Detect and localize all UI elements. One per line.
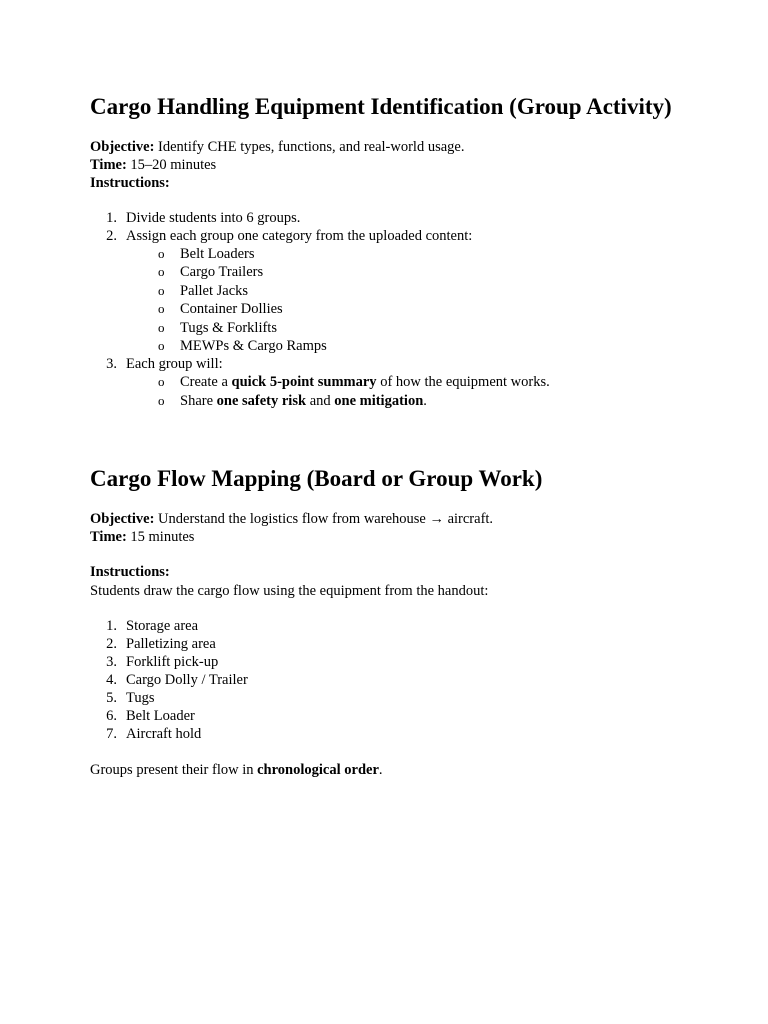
category-text: Belt Loaders <box>180 246 255 262</box>
list-number: 7. <box>106 726 117 742</box>
list-number: 2. <box>106 228 117 244</box>
sub-list-item <box>158 319 277 337</box>
task-text: and <box>306 393 335 409</box>
category-text: Container Dollies <box>180 301 283 317</box>
list-item <box>90 653 218 671</box>
list-text: Divide students into 6 groups. <box>126 210 301 226</box>
list-item <box>90 689 155 707</box>
task-text: . <box>423 393 427 409</box>
list-number: 1. <box>106 618 117 634</box>
section2-instructions-text: Students draw the cargo flow using the equipment from the handout: <box>90 583 489 599</box>
list-item <box>90 227 472 245</box>
section1-instructions-label <box>90 174 170 192</box>
section2-time <box>90 528 194 546</box>
list-text: Tugs <box>126 690 155 706</box>
bullet-marker: o <box>158 374 165 389</box>
objective-text: Identify CHE types, functions, and real-world usage. <box>154 139 465 155</box>
sub-list-item <box>158 263 263 281</box>
section1-objective <box>90 138 464 156</box>
task-emphasis: quick 5-point summary <box>231 374 377 390</box>
list-number: 5. <box>106 690 117 706</box>
bullet-marker: o <box>158 301 165 316</box>
bullet-marker: o <box>158 246 165 261</box>
sub-list-item <box>158 300 283 318</box>
objective-label: Objective: <box>90 511 155 527</box>
time-text: 15 minutes <box>126 529 195 545</box>
section2-instructions-label <box>90 563 170 581</box>
list-number: 2. <box>106 636 117 652</box>
list-item <box>90 671 248 689</box>
list-number: 3. <box>106 654 117 670</box>
sub-list-item <box>158 282 248 300</box>
bullet-marker: o <box>158 320 165 335</box>
list-number: 3. <box>106 356 117 372</box>
closing-emphasis: chronological order <box>257 762 379 778</box>
task-text: Create a <box>180 374 232 390</box>
list-item <box>90 355 223 373</box>
time-text: 15–20 minutes <box>126 157 217 173</box>
closing-text: Groups present their flow in <box>90 762 258 778</box>
category-text: Pallet Jacks <box>180 283 249 299</box>
objective-label: Objective: <box>90 139 155 155</box>
closing-text: . <box>378 762 383 778</box>
list-item <box>90 707 195 725</box>
bullet-marker: o <box>158 338 165 353</box>
list-text: Palletizing area <box>126 636 216 652</box>
category-text: Cargo Trailers <box>180 264 264 280</box>
bullet-marker: o <box>158 283 165 298</box>
list-item <box>90 209 300 227</box>
time-label: Time: <box>90 529 127 545</box>
list-text: Belt Loader <box>126 708 195 724</box>
list-text: Assign each group one category from the uploaded content: <box>126 228 473 244</box>
objective-text: Understand the logistics flow from warehouse → aircraft. <box>154 511 494 527</box>
category-text: Tugs & Forklifts <box>180 320 277 336</box>
bullet-marker: o <box>158 393 165 408</box>
section2-closing <box>90 761 383 779</box>
list-number: 4. <box>106 672 117 688</box>
section2-objective <box>90 510 493 528</box>
task-emphasis: one mitigation <box>334 393 424 409</box>
task-text: Share <box>180 393 217 409</box>
list-item <box>90 617 198 635</box>
instructions-label: Instructions: <box>90 564 170 580</box>
list-item <box>90 725 201 743</box>
bullet-marker: o <box>158 264 165 279</box>
sub-list-item <box>158 337 327 355</box>
sub-list-item <box>158 245 255 263</box>
task-emphasis: one safety risk <box>216 393 307 409</box>
section1-title: Cargo Handling Equipment Identification (Group Activity) <box>90 94 672 119</box>
section2-title: Cargo Flow Mapping (Board or Group Work) <box>90 466 543 491</box>
section1-time <box>90 156 216 174</box>
list-text: Forklift pick-up <box>126 654 219 670</box>
list-number: 1. <box>106 210 117 226</box>
task-text: of how the equipment works. <box>376 374 550 390</box>
category-text: MEWPs & Cargo Ramps <box>180 338 327 354</box>
list-item <box>90 635 216 653</box>
list-text: Aircraft hold <box>126 726 202 742</box>
list-text: Each group will: <box>126 356 223 372</box>
sub-list-item <box>158 373 550 391</box>
list-number: 6. <box>106 708 117 724</box>
list-text: Cargo Dolly / Trailer <box>126 672 248 688</box>
list-text: Storage area <box>126 618 199 634</box>
instructions-label: Instructions: <box>90 175 170 191</box>
time-label: Time: <box>90 157 127 173</box>
sub-list-item <box>158 392 427 410</box>
